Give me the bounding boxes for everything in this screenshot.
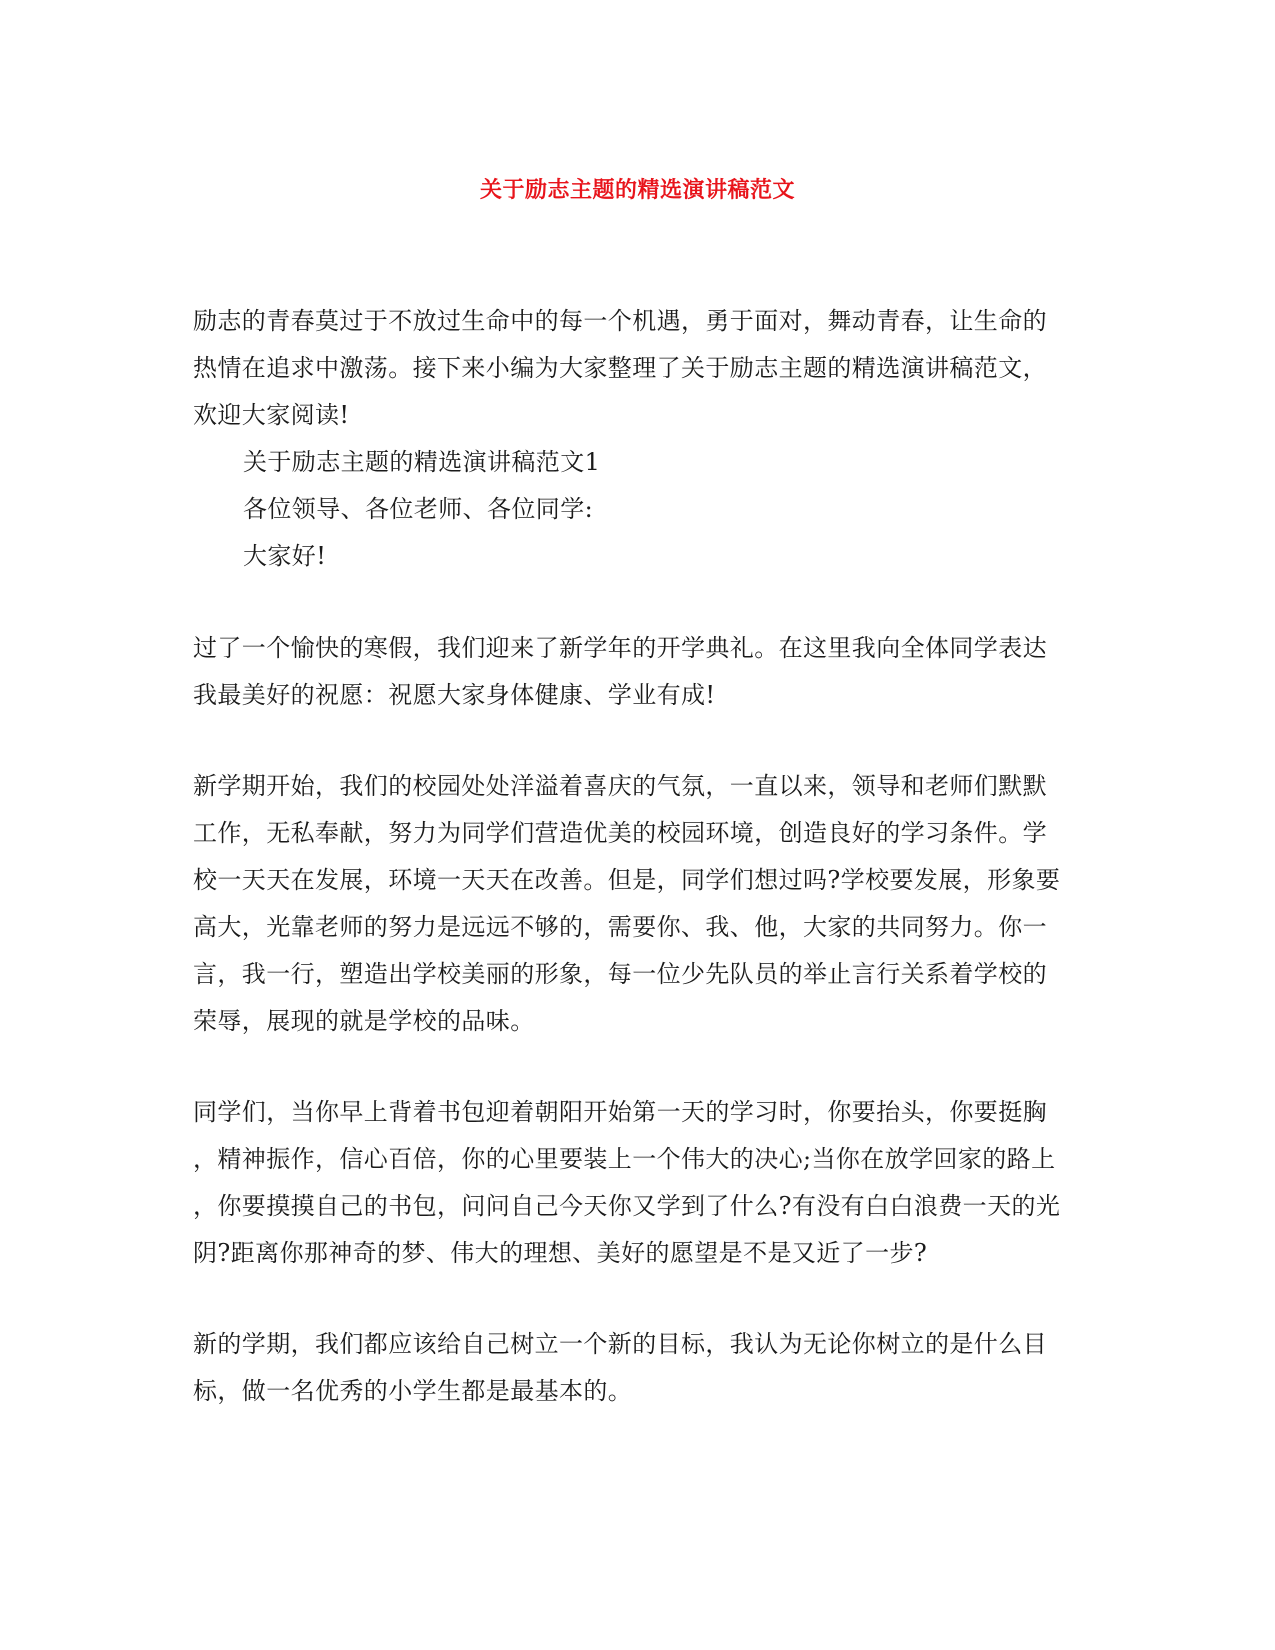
paragraph-2-line-4: 高大，光靠老师的努力是远远不够的，需要你、我、他，大家的共同努力。你一 (193, 913, 1047, 941)
paragraph-3-line-3: ，你要摸摸自己的书包，问问自己今天你又学到了什么?有没有白白浪费一天的光 (193, 1192, 1061, 1220)
paragraph-1-line-1: 过了一个愉快的寒假，我们迎来了新学年的开学典礼。在这里我向全体同学表达 (193, 634, 1047, 662)
paragraph-1-line-2: 我最美好的祝愿：祝愿大家身体健康、学业有成! (193, 681, 716, 709)
paragraph-2-line-6: 荣辱，展现的就是学校的品味。 (193, 1007, 535, 1035)
paragraph-2-line-2: 工作，无私奉献，努力为同学们营造优美的校园环境，创造良好的学习条件。学 (193, 819, 1047, 847)
salutation: 各位领导、各位老师、各位同学: (243, 495, 594, 523)
intro-line-3: 欢迎大家阅读! (193, 401, 350, 429)
paragraph-3-line-4: 阴?距离你那神奇的梦、伟大的理想、美好的愿望是不是又近了一步? (193, 1239, 928, 1267)
paragraph-4-line-2: 标，做一名优秀的小学生都是最基本的。 (193, 1377, 633, 1405)
paragraph-4-line-1: 新的学期，我们都应该给自己树立一个新的目标，我认为无论你树立的是什么目 (193, 1330, 1047, 1358)
paragraph-3-line-2: ，精神振作，信心百倍，你的心里要装上一个伟大的决心;当你在放学回家的路上 (193, 1145, 1056, 1173)
intro-line-1: 励志的青春莫过于不放过生命中的每一个机遇，勇于面对，舞动青春，让生命的 (193, 307, 1047, 335)
document-title: 关于励志主题的精选演讲稿范文 (479, 177, 795, 203)
paragraph-3-line-1: 同学们，当你早上背着书包迎着朝阳开始第一天的学习时，你要抬头，你要挺胸 (193, 1098, 1047, 1126)
intro-line-2: 热情在追求中激荡。接下来小编为大家整理了关于励志主题的精选演讲稿范文， (193, 354, 1047, 382)
section-heading: 关于励志主题的精选演讲稿范文1 (243, 448, 601, 476)
paragraph-2-line-5: 言，我一行，塑造出学校美丽的形象，每一位少先队员的举止言行关系着学校的 (193, 960, 1047, 988)
paragraph-2-line-3: 校一天天在发展，环境一天天在改善。但是，同学们想过吗?学校要发展，形象要 (193, 866, 1061, 894)
greeting: 大家好! (243, 542, 327, 570)
paragraph-2-line-1: 新学期开始，我们的校园处处洋溢着喜庆的气氛，一直以来，领导和老师们默默 (193, 772, 1047, 800)
